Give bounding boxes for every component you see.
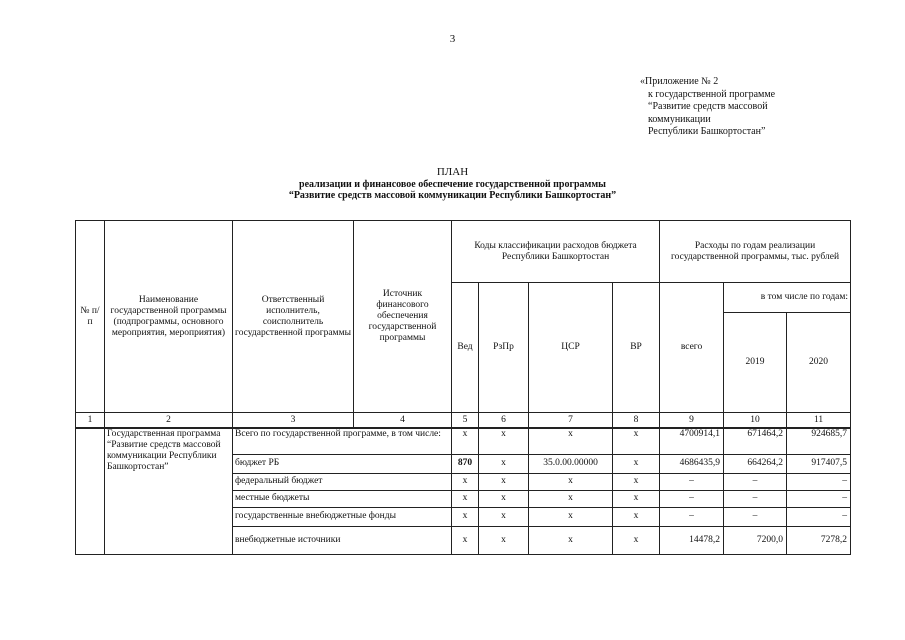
source-cell: федеральный бюджет <box>233 473 452 490</box>
column-number: 2 <box>105 413 233 429</box>
appendix-line: «Приложение № 2 <box>640 76 719 87</box>
year-2019-cell: – <box>724 490 787 507</box>
appendix-line: Республики Башкортостан” <box>648 126 766 138</box>
vr-cell: х <box>613 473 660 490</box>
appendix-line: “Развитие средств массовой <box>648 101 768 113</box>
ved-cell: х <box>452 490 479 507</box>
column-number: 6 <box>479 413 529 429</box>
vr-cell: х <box>613 526 660 554</box>
year-2020-cell: – <box>787 473 851 490</box>
source-cell: государственные внебюджетные фонды <box>233 507 452 526</box>
total-cell: 14478,2 <box>660 526 724 554</box>
header-vr: ВР <box>613 283 660 413</box>
csr-cell: х <box>529 473 613 490</box>
column-number: 5 <box>452 413 479 429</box>
page-number: 3 <box>449 33 456 45</box>
title-line: ПЛАН <box>436 166 469 178</box>
total-cell: 4700914,1 <box>660 428 724 454</box>
vr-cell: х <box>613 454 660 473</box>
plan-table <box>75 220 851 555</box>
total-cell: – <box>660 473 724 490</box>
rzpr-cell: х <box>479 473 529 490</box>
table-row <box>76 428 851 454</box>
csr-cell: 35.0.00.00000 <box>529 454 613 473</box>
header-csr: ЦСР <box>529 283 613 413</box>
year-2019-cell: 7200,0 <box>724 526 787 554</box>
year-2019-cell: 664264,2 <box>724 454 787 473</box>
source-cell: внебюджетные источники <box>233 526 452 554</box>
year-2020-cell: 924685,7 <box>787 428 851 454</box>
column-number: 10 <box>724 413 787 429</box>
rzpr-cell: х <box>479 428 529 454</box>
vr-cell: х <box>613 507 660 526</box>
total-cell: – <box>660 507 724 526</box>
header-expenses-group: Расходы по годам реализации государственной программы, тыс. рублей <box>660 221 851 283</box>
header-by-years: в том числе по годам: <box>724 283 851 313</box>
title-line: реализации и финансовое обеспечение государственной программы <box>299 178 606 190</box>
ved-cell: х <box>452 428 479 454</box>
column-number: 8 <box>613 413 660 429</box>
csr-cell: х <box>529 490 613 507</box>
total-cell: – <box>660 490 724 507</box>
header-codes-group: Коды классификации расходов бюджета Республики Башкортостан <box>452 221 660 283</box>
rzpr-cell: х <box>479 490 529 507</box>
ved-cell: х <box>452 507 479 526</box>
rzpr-cell: х <box>479 507 529 526</box>
header-executor: Ответственный исполнитель, соисполнитель государственной программы <box>233 221 354 413</box>
year-2019-cell: 671464,2 <box>724 428 787 454</box>
source-cell: Всего по государственной программе, в том числе: <box>233 428 452 454</box>
vr-cell: х <box>613 428 660 454</box>
header-source: Источник финансового обеспечения государственной программы <box>354 221 452 413</box>
column-number: 7 <box>529 413 613 429</box>
header-year-2020: 2020 <box>787 313 851 413</box>
column-number: 4 <box>354 413 452 429</box>
header-total: всего <box>660 283 724 413</box>
appendix-line: к государственной программе <box>648 88 776 100</box>
title-line: “Развитие средств массовой коммуникации Республики Башкортостан” <box>288 190 617 201</box>
source-cell: бюджет РБ <box>233 454 452 473</box>
ved-cell: х <box>452 526 479 554</box>
vr-cell: х <box>613 490 660 507</box>
appendix-note <box>640 76 775 139</box>
ved-cell: 870 <box>452 454 479 473</box>
rzpr-cell: х <box>479 526 529 554</box>
column-number: 1 <box>76 413 105 429</box>
column-number: 3 <box>233 413 354 429</box>
year-2020-cell: – <box>787 507 851 526</box>
header-rzpr: РзПр <box>479 283 529 413</box>
year-2020-cell: 917407,5 <box>787 454 851 473</box>
document-title <box>0 167 905 202</box>
csr-cell: х <box>529 428 613 454</box>
year-2020-cell: 7278,2 <box>787 526 851 554</box>
year-2019-cell: – <box>724 473 787 490</box>
header-num: № п/п <box>76 221 105 413</box>
year-2020-cell: – <box>787 490 851 507</box>
header-year-2019: 2019 <box>724 313 787 413</box>
column-number: 9 <box>660 413 724 429</box>
header-name: Наименование государственной программы (подпрограммы, основного мероприятия, мероприятия) <box>105 221 233 413</box>
appendix-line: коммуникации <box>648 113 711 125</box>
total-cell: 4686435,9 <box>660 454 724 473</box>
csr-cell: х <box>529 507 613 526</box>
csr-cell: х <box>529 526 613 554</box>
column-number: 11 <box>787 413 851 429</box>
program-num <box>76 428 105 554</box>
rzpr-cell: х <box>479 454 529 473</box>
ved-cell: х <box>452 473 479 490</box>
header-ved: Вед <box>452 283 479 413</box>
source-cell: местные бюджеты <box>233 490 452 507</box>
program-name: Государственная программа “Развитие средств массовой коммуникации Республики Башкортостан” <box>105 428 233 554</box>
year-2019-cell: – <box>724 507 787 526</box>
